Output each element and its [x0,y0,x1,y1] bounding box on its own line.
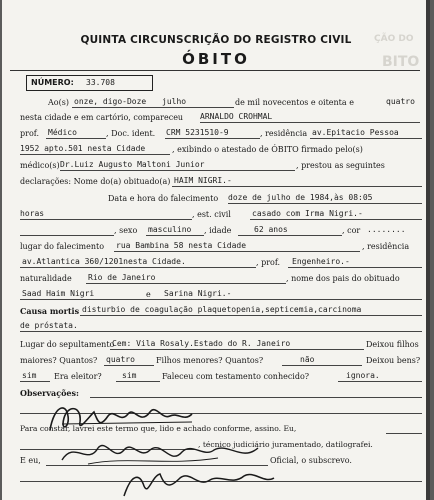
medicos-label: médico(s) [20,161,60,170]
e-eu-label: E eu, [20,456,41,465]
burial-place: Cem: Vila Rosaly.Estado do R. Janeiro [112,339,291,348]
sepultamento-label: Lugar do sepultamento [20,340,115,349]
will-value: ignora. [346,371,380,380]
estado-civil-label: , est. civil [192,210,231,219]
cause-of-death-1: disturbio de coagulação plaquetopenia,septicemia,carcinoma [82,305,362,314]
residence-label: , residência [260,129,308,138]
pais-label: , nome dos pais do obituado [286,274,400,283]
bleed-through-title: BITO [382,54,420,70]
oficial-statement: Oficial, o subscrevo. [270,456,352,465]
filhos-label: Deixou filhos [366,340,419,349]
numero-label: NÚMERO: [31,78,74,87]
cor-label: , cor [342,226,361,235]
adult-children-value: quatro [106,355,135,364]
month-value: julho [162,97,187,106]
cause-of-death-2: de próstata. [20,321,78,330]
deceased-residence: av.Atlantica 360/1201nesta Cidade. [22,257,186,266]
property-value: sim [22,371,37,380]
declarant-document: CRM 5231510-9 [166,128,229,137]
document-title: ÓBITO [182,50,250,68]
birthplace: Rio de Janeiro [88,273,156,282]
year-value: quatro [386,97,415,106]
age-value: 62 anos [254,225,288,234]
registry-office-heading: QUINTA CIRCUNSCRIÇÃO DO REGISTRO CIVIL [80,34,352,46]
causa-mortis-label: Causa mortis [20,306,80,316]
menores-label: Filhos menores? Quantos? [156,356,264,365]
place-of-death: rua Bambina 58 nesta Cidade [116,241,247,250]
declarant-profession: Médico [48,128,77,137]
parents-and: e [146,290,151,299]
oficial-signature [120,466,280,500]
sex-value: masculino [148,225,192,234]
declarant-name: ARNALDO CROHMAL [200,112,273,121]
idade-label: , idade [204,226,232,235]
minor-children-value: não [300,355,315,364]
day-value: onze, digo-Doze [74,97,147,106]
observacoes-label: Observações: [20,388,79,398]
prof-label: prof. [20,129,39,138]
data-hora-label: Data e hora do falecimento [108,194,219,203]
tecnico-statement: , técnico judiciário juramentado, datilografei. [198,440,373,449]
declarant-signature [42,398,202,438]
physician-name: Dr.Luiz Augusto Maltoni Junior [60,160,205,169]
bens-label: Deixou bens? [366,356,421,365]
doc-ident-label: , Doc. ident. [106,129,156,138]
ao-label: Ao(s) [48,98,69,107]
lugar-falecimento-label: lugar do falecimento [20,242,105,251]
declarant-address-2: 1952 apto.501 nesta Cidade [20,144,146,153]
atestado-label: , exibindo o atestado de ÓBITO firmado pelo(s) [172,145,363,154]
comparecer-label: nesta cidade e em cartório, compareceu [20,113,184,122]
hours-value: horas [20,209,45,218]
year-prefix-label: de mil novecentos e oitenta e [235,98,354,107]
deceased-profession: Engenheiro.- [292,257,350,266]
declaracoes-suffix: , prestou as seguintes [296,161,385,170]
father-name: Saad Haim Nigri [22,289,95,298]
numero-value: 33.708 [86,78,115,87]
declarant-address-1: av.Epitacio Pessoa [312,128,399,137]
maiores-label: maiores? Quantos? [20,356,98,365]
naturalidade-label: naturalidade [20,274,72,283]
header-divider [10,70,420,71]
bleed-through-text: ÇÃO DO [374,34,414,44]
residencia-label: , residência [362,242,410,251]
mother-name: Sarina Nigri.- [164,289,232,298]
death-datetime: doze de julho de 1984,às 08:05 [228,193,373,202]
prof-deceased-label: , prof. [256,258,281,267]
closing-statement: Para constar, lavrei este termo que, lido e achado conforme, assino. Eu, [20,424,297,433]
voter-value: sim [122,371,137,380]
deceased-name: HAIM NIGRI.- [174,176,232,185]
marital-status: casado com Irma Nigri.- [252,209,363,218]
testamento-label: Faleceu com testamento conhecido? [162,372,310,381]
technician-signature [58,436,278,470]
death-certificate-page [2,0,430,500]
sexo-label: , sexo [114,226,138,235]
page-edge-shadow [426,0,430,500]
eleitor-label: Era eleitor? [54,372,102,381]
color-value: ........ [367,225,406,234]
nome-obituado-label: declarações: Nome do(a) obituado(a) [20,177,171,186]
